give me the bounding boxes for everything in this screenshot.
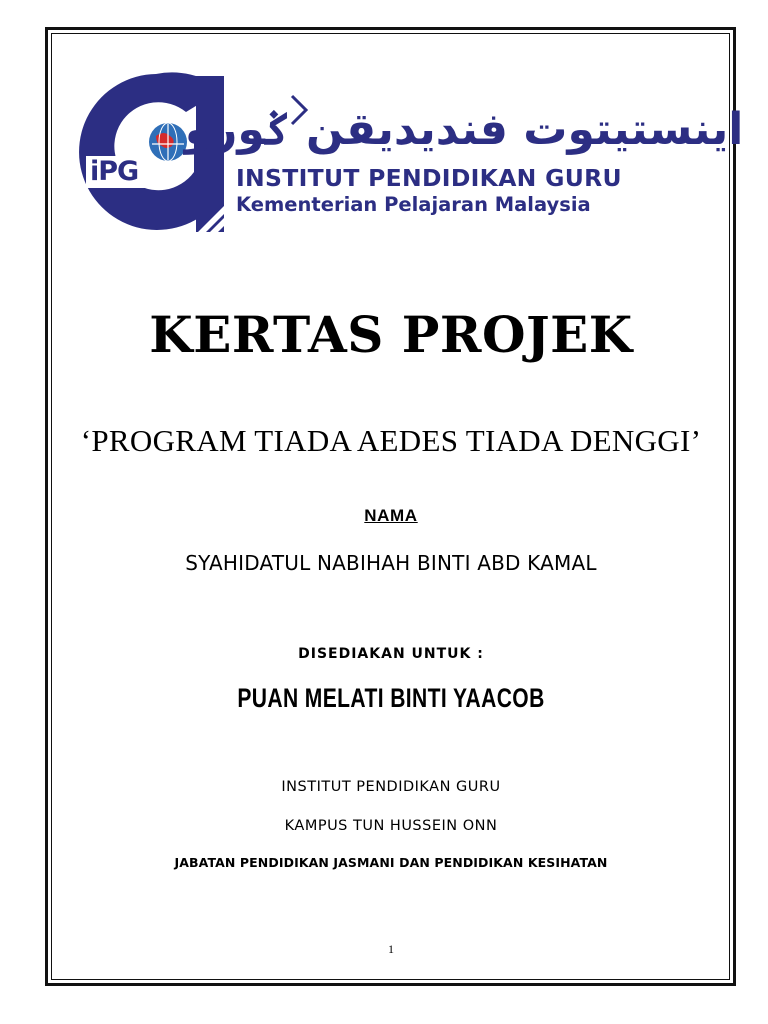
project-subtitle: ‘PROGRAM TIADA AEDES TIADA DENGGI’ xyxy=(80,423,702,458)
page-number: 1 xyxy=(388,942,394,956)
student-name: SYAHIDATUL NABIHAH BINTI ABD KAMAL xyxy=(185,551,597,575)
logo-mark-text: iPG xyxy=(90,156,139,187)
ipg-logo xyxy=(86,72,744,238)
prepared-for-label: DISEDIAKAN UNTUK : xyxy=(298,646,484,662)
jawi-logotype-text: اينستيتوت فنديديقن ݢورو xyxy=(184,104,744,155)
lecturer-name: PUAN MELATI BINTI YAACOB xyxy=(237,683,545,713)
jawi-script-logotype xyxy=(184,94,744,158)
campus-name: KAMPUS TUN HUSSEIN ONN xyxy=(284,818,498,834)
logo-institution-name: INSTITUT PENDIDIKAN GURU xyxy=(236,164,622,192)
logo-ministry-name: Kementerian Pelajaran Malaysia xyxy=(236,193,591,216)
document-title: KERTAS PROJEK xyxy=(149,305,633,364)
department-name: JABATAN PENDIDIKAN JASMANI DAN PENDIDIKAN KESIHATAN xyxy=(174,855,608,870)
institution-name: INSTITUT PENDIDIKAN GURU xyxy=(281,779,501,795)
name-label: NAMA xyxy=(364,506,418,525)
